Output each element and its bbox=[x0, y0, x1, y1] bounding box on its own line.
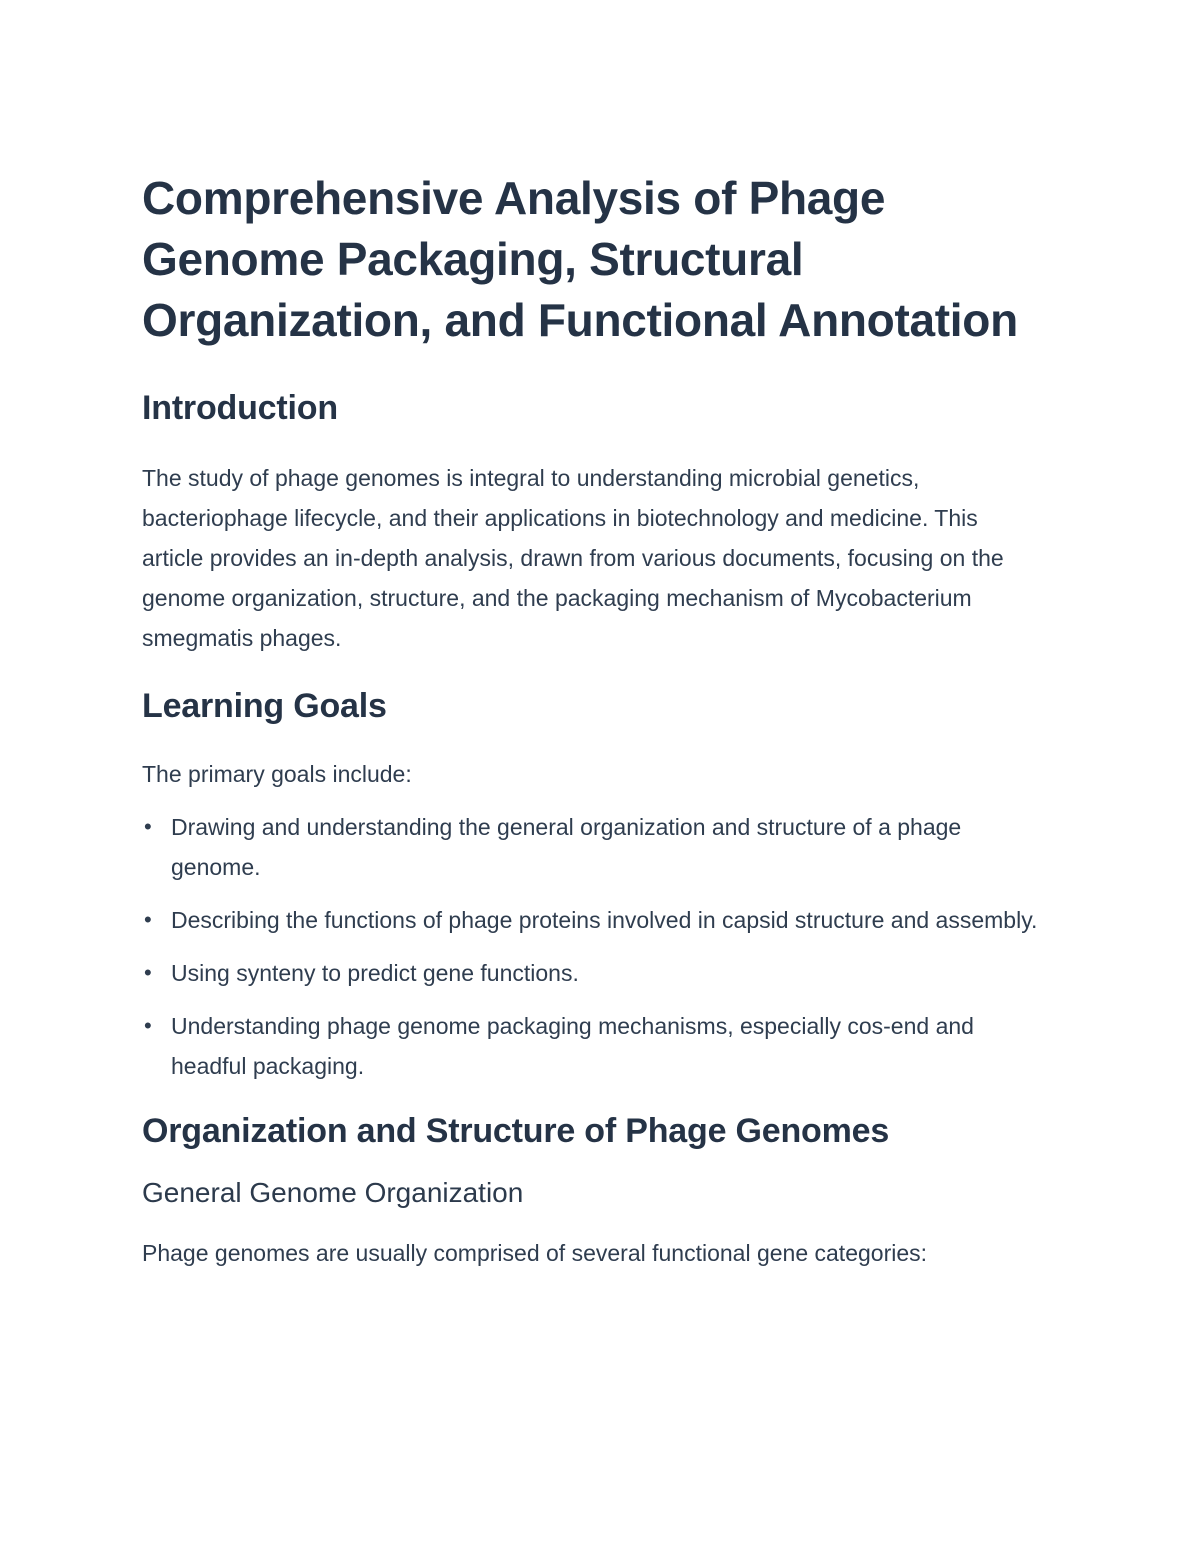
bullet-icon: • bbox=[144, 1013, 152, 1038]
bullet-icon: • bbox=[144, 960, 152, 985]
list-item-text: Drawing and understanding the general organization and structure of a phage genome. bbox=[171, 814, 962, 880]
list-item bbox=[142, 807, 1045, 887]
page-title: Comprehensive Analysis of Phage Genome Packaging, Structural Organization, and Functional Annotation bbox=[142, 172, 1018, 346]
general-organization-paragraph: Phage genomes are usually comprised of several functional gene categories: bbox=[142, 1240, 928, 1266]
learning-goals-lead: The primary goals include: bbox=[142, 761, 412, 787]
section-heading-learning-goals: Learning Goals bbox=[142, 687, 387, 725]
section-heading-introduction: Introduction bbox=[142, 389, 338, 427]
list-item-text: Using synteny to predict gene functions. bbox=[171, 960, 579, 986]
learning-goals-list bbox=[142, 807, 1045, 1086]
introduction-paragraph: The study of phage genomes is integral to understanding microbial genetics, bacteriophage lifecycle, and their applications in biotechnology and medicine. This article provides an in-depth analysis, drawn from various documents, focusing on the genome organization, structure, and the packaging mechanism of Mycobacterium smegmatis phages. bbox=[142, 465, 1004, 651]
bullet-icon: • bbox=[144, 814, 152, 839]
list-item bbox=[142, 900, 1045, 940]
list-item bbox=[142, 953, 1045, 993]
list-item-text: Describing the functions of phage proteins involved in capsid structure and assembly. bbox=[171, 907, 1038, 933]
subsection-heading-general-genome-organization: General Genome Organization bbox=[142, 1177, 524, 1208]
list-item bbox=[142, 1006, 1045, 1086]
section-heading-organization: Organization and Structure of Phage Genomes bbox=[142, 1112, 890, 1150]
list-item-text: Understanding phage genome packaging mechanisms, especially cos-end and headful packaging. bbox=[171, 1013, 974, 1079]
bullet-icon: • bbox=[144, 907, 152, 932]
